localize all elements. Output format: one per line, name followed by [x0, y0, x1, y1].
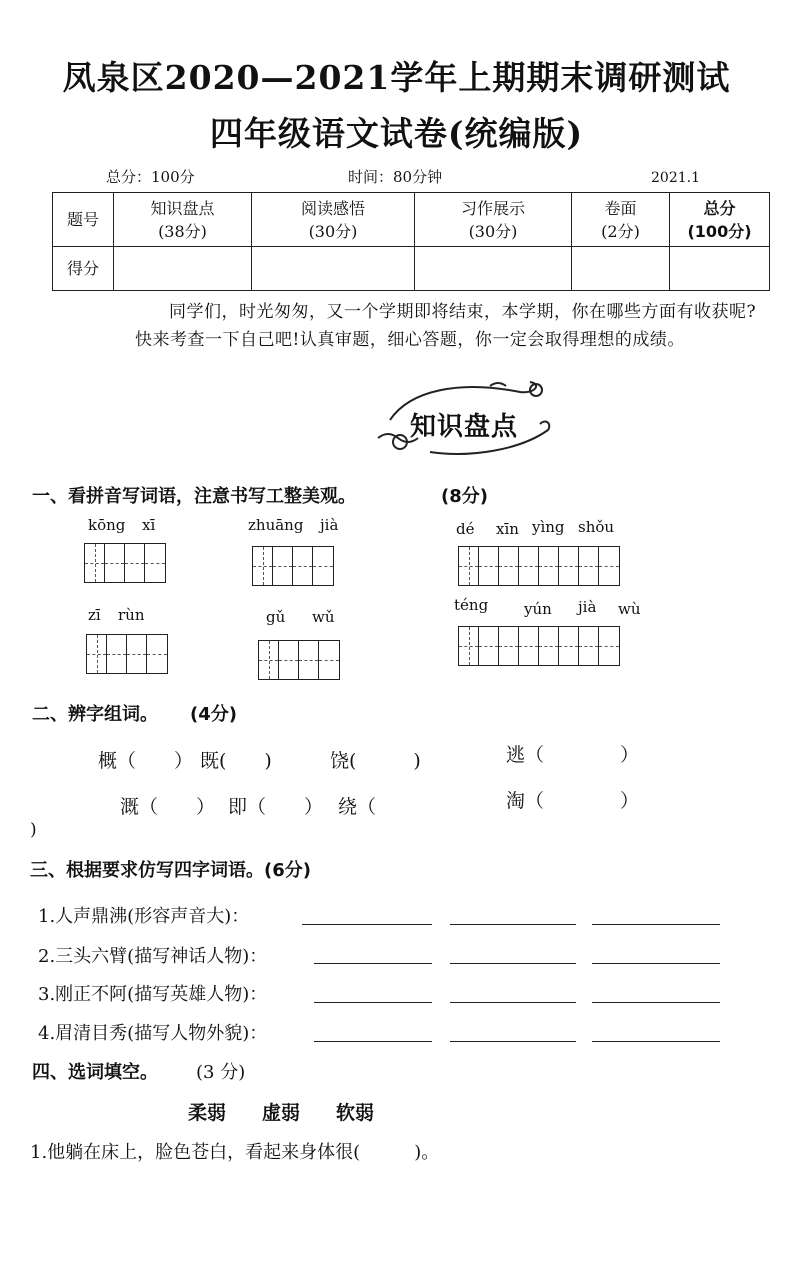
score-cell[interactable] — [415, 247, 572, 291]
score-cell[interactable] — [252, 247, 415, 291]
score-row — [53, 247, 770, 291]
pinyin: dé — [456, 520, 475, 538]
word-choice: 软弱 — [336, 1102, 375, 1124]
exam-subtitle: 四年级语文试卷(统编版) — [209, 114, 584, 153]
answer-blank[interactable] — [314, 1002, 432, 1003]
answer-blank[interactable] — [450, 1041, 576, 1042]
section-badge — [370, 380, 555, 460]
pinyin: yìng — [532, 518, 565, 536]
col-label: 题号 — [53, 193, 114, 247]
imitate-item: 1.人声鼎沸(形容声音大)： — [38, 906, 250, 927]
col-knowledge: 知识盘点 (38分) — [114, 193, 252, 247]
score-row-label: 得分 — [53, 247, 114, 291]
pinyin: jià — [578, 598, 597, 616]
exam-date: 2021.1 — [651, 170, 700, 186]
answer-blank[interactable] — [592, 1041, 720, 1042]
section2-points: (4分) — [190, 704, 237, 725]
word-choice: 虚弱 — [262, 1102, 301, 1124]
total-score-label: 总分：100分 — [106, 168, 195, 186]
badge-label: 知识盘点 — [410, 412, 519, 442]
imitate-item: 3.刚正不阿(描写英雄人物)： — [38, 984, 268, 1005]
writing-grid[interactable] — [86, 634, 168, 674]
pinyin: zhuāng — [248, 516, 304, 534]
answer-blank[interactable] — [302, 924, 432, 925]
answer-blank[interactable] — [450, 924, 576, 925]
word-item[interactable]: 绕（ — [338, 796, 377, 818]
score-cell[interactable] — [670, 247, 770, 291]
imitate-item: 4.眉清目秀(描写人物外貌)： — [38, 1023, 268, 1044]
imitate-item: 2.三头六臂(描写神话人物)： — [38, 946, 268, 967]
answer-blank[interactable] — [592, 924, 720, 925]
section4-title: 四、选词填空。 — [32, 1062, 158, 1083]
answer-blank[interactable] — [592, 963, 720, 964]
exam-title: 凤泉区2020—2021学年上期期末调研测试 — [62, 58, 731, 97]
score-cell[interactable] — [572, 247, 670, 291]
section1-points: (8分) — [441, 486, 488, 507]
writing-grid[interactable] — [252, 546, 334, 586]
pinyin: jià — [320, 516, 339, 534]
word-item[interactable]: 淘（ ） — [506, 790, 640, 812]
word-item[interactable]: 逃（ ） — [506, 744, 640, 766]
pinyin: wǔ — [312, 608, 335, 626]
pinyin: xīn — [496, 520, 519, 538]
pinyin: shǒu — [578, 518, 615, 536]
word-item[interactable]: 溉（ ） — [120, 796, 216, 818]
section1-title: 一、看拼音写词语，注意书写工整美观。 — [32, 486, 356, 507]
fill-question[interactable]: 1.他躺在床上，脸色苍白，看起来身体很( )。 — [30, 1142, 440, 1163]
intro-paragraph: 同学们，时光匆匆，又一个学期即将结束，本学期，你在哪些方面有收获呢?快来考查一下自己吧!认真审题，细心答题，你一定会取得理想的成绩。 — [135, 302, 757, 350]
answer-blank[interactable] — [314, 963, 432, 964]
pinyin: xī — [142, 516, 156, 534]
word-item[interactable]: 即（ ） — [228, 796, 324, 818]
pinyin: wù — [618, 600, 641, 618]
score-cell[interactable] — [114, 247, 252, 291]
section4-points: (3 分) — [196, 1062, 246, 1083]
section3-title: 三、根据要求仿写四字词语。(6分) — [30, 860, 311, 881]
word-item[interactable]: 概（ ） — [98, 750, 194, 772]
col-writing: 习作展示 (30分) — [415, 193, 572, 247]
score-table-header-row — [53, 193, 770, 247]
wrapped-paren: ) — [30, 820, 37, 840]
pinyin: téng — [454, 596, 489, 614]
score-table — [52, 192, 770, 291]
writing-grid[interactable] — [258, 640, 340, 680]
writing-grid[interactable] — [84, 543, 166, 583]
time-label: 时间：80分钟 — [348, 168, 443, 186]
writing-grid[interactable] — [458, 626, 620, 666]
answer-blank[interactable] — [450, 1002, 576, 1003]
col-neatness: 卷面 (2分) — [572, 193, 670, 247]
answer-blank[interactable] — [314, 1041, 432, 1042]
pinyin: kōng — [88, 516, 126, 534]
answer-blank[interactable] — [592, 1002, 720, 1003]
pinyin: yún — [524, 600, 552, 618]
word-choice: 柔弱 — [188, 1102, 227, 1124]
answer-blank[interactable] — [450, 963, 576, 964]
section2-title: 二、辨字组词。 — [32, 704, 158, 725]
col-reading: 阅读感悟 (30分) — [252, 193, 415, 247]
pinyin: gǔ — [266, 608, 286, 626]
writing-grid[interactable] — [458, 546, 620, 586]
pinyin: zī — [88, 606, 101, 624]
word-item[interactable]: 饶( ) — [330, 750, 421, 772]
col-total: 总分 (100分) — [670, 193, 770, 247]
word-item[interactable]: 既( ) — [200, 750, 272, 772]
pinyin: rùn — [118, 606, 145, 624]
